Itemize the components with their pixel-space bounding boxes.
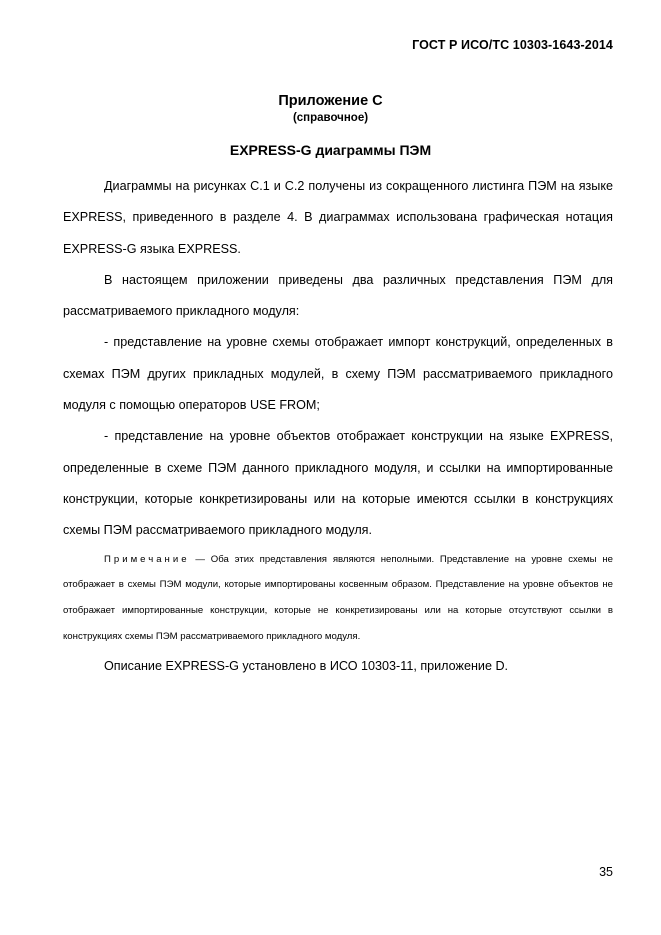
section-title: EXPRESS-G диаграммы ПЭМ bbox=[229, 142, 432, 158]
note-dash: — bbox=[195, 553, 205, 565]
paragraph-entity-level: - представление на уровне объектов отображает конструкции на языке EXPRESS, определенные в схеме ПЭМ данного прикладного модуля, и ссылки на импортированные конструкции, которые конкретизированы или на которые имеются ссылки в конструкциях схемы ПЭМ рассматриваемого прикладного модуля. bbox=[63, 429, 613, 538]
annex-title: Приложение С bbox=[278, 93, 383, 109]
annex-subtitle: (справочное) bbox=[292, 112, 369, 124]
paragraph-express-g-reference: Описание EXPRESS-G установлено в ИСО 10303-11, приложение D. bbox=[104, 658, 509, 673]
note-paragraph bbox=[63, 547, 613, 650]
paragraph-diagrams-source: Диаграммы на рисунках С.1 и С.2 получены из сокращенного листинга ПЭМ на языке EXPRESS, приведенного в разделе 4. В диаграммах использована графическая нотация EXPRESS-G языка EXPRESS. bbox=[63, 179, 613, 256]
note-label: Примечание bbox=[104, 553, 190, 565]
document-standard-header: ГОСТ Р ИСО/ТС 10303-1643-2014 bbox=[412, 38, 613, 52]
page-number: 35 bbox=[599, 865, 613, 879]
note-text: Оба этих представления являются неполными. Представление на уровне схемы не отображает в схемы ПЭМ модули, которые импортированы косвенным образом. Представление на уровне объектов не отображает импортированные конструкции, которые не конкретизированы или на которые отсутствуют ссылки в конструкциях схемы ПЭМ рассматриваемого прикладного модуля. bbox=[63, 553, 613, 642]
paragraph-schema-level: - представление на уровне схемы отображает импорт конструкций, определенных в схемах ПЭМ других прикладных модулей, в схему ПЭМ рассматриваемого прикладного модуля с помощью операторов USE FROM; bbox=[63, 335, 613, 413]
body-text bbox=[63, 171, 613, 682]
paragraph-two-representations: В настоящем приложении приведены два различных представления ПЭМ для рассматриваемого прикладного модуля: bbox=[63, 272, 613, 319]
